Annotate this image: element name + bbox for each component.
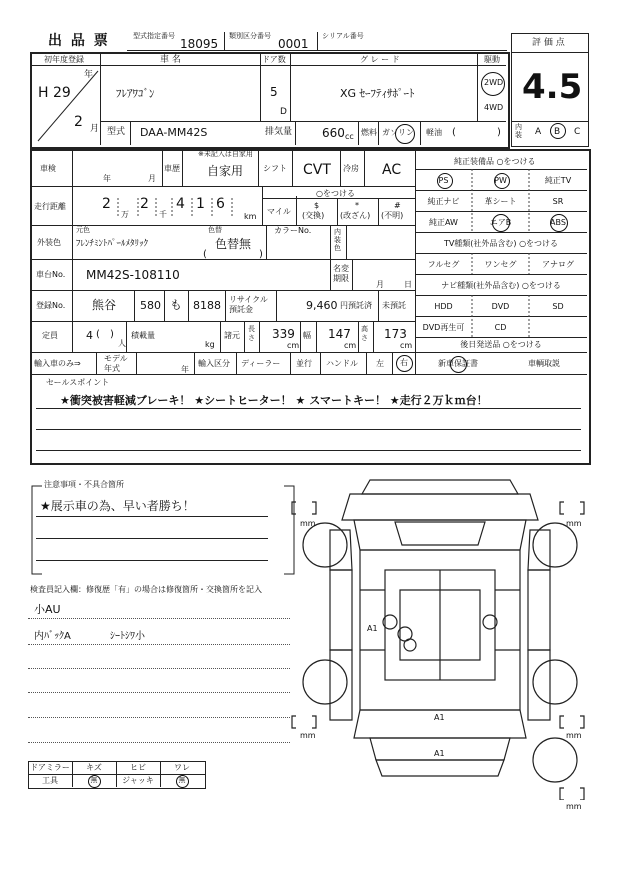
tv-title: TV種類(社外品含む) ○をつける	[443, 239, 559, 248]
reg-kana: も	[170, 298, 183, 312]
inspector-label: 検査員記入欄：修復歴「有」の場合は修復箇所・交換箇所を記入	[30, 585, 262, 594]
damage-a1-rear-lower: A1	[434, 749, 445, 758]
left-label: 左	[376, 359, 384, 368]
inspector-line2b: ｼｰﾄｼﾜ小	[110, 631, 145, 642]
mileage-digit-5: 6	[216, 196, 225, 212]
light-oil-label: 軽油	[426, 128, 442, 137]
mileage-digit-1: 2	[102, 196, 111, 212]
hash-label: #	[394, 201, 401, 210]
reg-city: 熊谷	[92, 298, 117, 312]
reg-class: 580	[140, 299, 161, 312]
paren-open: (	[452, 127, 456, 138]
nav-sd: SD	[552, 302, 564, 311]
notes-text: ★展示車の為、早い者勝ち！	[40, 499, 195, 513]
repaint-label: 色替	[208, 226, 222, 234]
cooling-label: 冷房	[343, 164, 359, 173]
mm-front-right: mm	[566, 519, 582, 528]
color-no-label: カラーNo.	[274, 226, 312, 235]
later-manual: 車輌取説	[528, 359, 560, 368]
later-title: 後日発送品 ○をつける	[460, 340, 542, 349]
width-cm: cm	[344, 341, 357, 350]
interior-label: 内装	[515, 123, 522, 139]
legend-break: ワレ	[174, 763, 190, 772]
dim-label: 諸元	[224, 331, 240, 340]
orig-color-label: 元色	[76, 226, 90, 234]
sales-text: ★衝突被害軽減ブレーキ！ ★シートヒーター！ ★ スマートキー！ ★走行２万ｋｍ台！	[60, 394, 488, 407]
car-name: ﾌﾚｱﾜｺﾞﾝ	[116, 87, 155, 100]
page-title: 出 品 票	[48, 33, 110, 49]
star-label: *	[355, 201, 359, 210]
later-warranty: 新車保証書	[438, 359, 478, 368]
equip-airbag: エアB	[489, 218, 512, 227]
mileage-label: 走行距離	[34, 202, 66, 211]
drive-label: 駆動	[484, 55, 500, 64]
month-unit: 月	[90, 124, 100, 134]
model: DAA-MM42S	[140, 126, 208, 139]
legend-tools: 工具	[42, 776, 58, 785]
paren-close: )	[497, 127, 501, 138]
import-type-label: 輸入区分	[198, 359, 230, 368]
mileage-digit-dividers	[92, 190, 257, 222]
width: 147	[328, 327, 351, 341]
mileage-digit-2: 2	[140, 196, 149, 212]
exchange-label: (交換)	[302, 211, 325, 220]
recycle-not: 未預託	[382, 301, 406, 310]
orig-color: ﾌﾚﾝﾁﾐﾝﾄﾊﾟｰﾙﾒﾀﾘｯｸ	[76, 239, 149, 249]
mm-rear-right: mm	[566, 731, 582, 740]
type-number-label: 型式指定番号	[133, 32, 175, 40]
score-value: 4.5	[522, 67, 583, 107]
length-label: 長さ	[248, 325, 255, 342]
displacement: 660	[322, 126, 345, 140]
exterior-label: 外装色	[37, 238, 61, 247]
mm-front-left: mm	[300, 519, 316, 528]
capacity: 4	[86, 329, 93, 342]
kg-unit: kg	[205, 340, 215, 349]
tv-analog: アナログ	[542, 260, 574, 269]
interior-color-label: 内装色	[334, 228, 341, 252]
width-label: 幅	[303, 331, 311, 340]
tv-fullseg: フルセグ	[427, 260, 460, 269]
equip-sr: SR	[552, 197, 564, 206]
equip-pw: PW	[494, 176, 507, 185]
inspection-month-unit: 月	[148, 174, 156, 183]
serial-label: シリアル番号	[322, 32, 364, 40]
equip-aw: 純正AW	[429, 218, 458, 227]
mm-spare: mm	[566, 802, 582, 811]
fuel-value: ガソリン	[382, 128, 414, 137]
handle-label: ハンドル	[326, 359, 358, 368]
right-label: 右	[400, 358, 408, 367]
recycle-suffix: 円預託済	[340, 301, 372, 310]
nav-hdd: HDD	[434, 302, 453, 311]
capacity-label: 定員	[42, 331, 58, 340]
km-unit: km	[244, 212, 257, 221]
notes-label: 注意事項・不具合箇所	[44, 480, 124, 489]
legend-jack-none: 無	[178, 776, 186, 784]
recycle: 9,460	[306, 299, 338, 312]
shift: CVT	[303, 162, 331, 178]
inspection-label: 車検	[40, 164, 56, 173]
equip-leather: 革シート	[484, 197, 517, 206]
nav-dvd-play: DVD再生可	[422, 323, 465, 332]
person-unit: 人	[118, 339, 126, 348]
name-change-month: 月	[376, 280, 384, 289]
man-unit: 万	[121, 210, 129, 219]
interior-c: C	[574, 127, 581, 137]
parallel-label: 並行	[296, 359, 312, 368]
legend-tools-none: 無	[90, 776, 98, 784]
equip-ps: PS	[438, 176, 449, 185]
tv-oneseg: ワンセグ	[484, 260, 517, 269]
damage-a1-rear-upper: A1	[434, 713, 445, 722]
interior-a: A	[535, 127, 542, 137]
drive-2wd: 2WD	[484, 78, 504, 87]
score-label: 評 価 点	[532, 38, 565, 48]
cooling: AC	[382, 162, 402, 178]
nav-dvd: DVD	[491, 302, 510, 311]
grade: XG ｾｰﾌﾃｨｻﾎﾟｰﾄ	[340, 87, 415, 100]
interior-b: B	[554, 127, 561, 137]
equip-navi: 純正ナビ	[427, 197, 460, 206]
first-reg-month: 2	[74, 114, 83, 130]
model-year-unit: 年	[181, 365, 189, 374]
doors-suffix: D	[280, 107, 287, 117]
length-cm: cm	[287, 341, 300, 350]
circle-note: ○をつける	[316, 189, 355, 198]
category-label: 類別区分番号	[229, 32, 271, 40]
nav-cd: CD	[494, 323, 507, 332]
load-label: 積載量	[131, 331, 155, 340]
history: 自家用	[207, 164, 244, 178]
height-cm: cm	[400, 341, 413, 350]
first-reg-year: H 29	[38, 85, 71, 101]
dealer-label: ディーラー	[241, 359, 281, 368]
history-note: ※未記入は自家用	[198, 150, 253, 158]
model-label: 型式	[107, 127, 126, 137]
damage-a1-side: A1	[367, 624, 378, 633]
category-number: 0001	[278, 37, 309, 51]
first-reg-label: 初年度登録	[44, 55, 84, 64]
import-label: 輸入車のみ⇒	[34, 359, 81, 368]
displacement-label: 排気量	[265, 127, 293, 137]
doors-label: ドア数	[262, 55, 286, 64]
doors: 5	[270, 85, 278, 99]
legend-mirror: ドアミラー	[30, 763, 70, 772]
legend-scratch: キズ	[86, 763, 102, 772]
name-change-label: 名変期限	[333, 264, 349, 283]
legend-crack: ヒビ	[130, 763, 146, 772]
unknown-label: (不明)	[381, 211, 404, 220]
mm-rear-left: mm	[300, 731, 316, 740]
name-change-day: 日	[404, 280, 412, 289]
mile-label: マイル	[267, 207, 291, 216]
year-unit: 年	[84, 70, 94, 80]
drive-4wd: 4WD	[484, 103, 504, 112]
recycle-label: リサイクル預託金	[229, 295, 268, 314]
notes-bracket	[28, 480, 298, 580]
sales-label: セールスポイント	[46, 378, 110, 387]
type-number: 18095	[180, 37, 219, 51]
sen-unit: 千	[159, 210, 167, 219]
tampered-label: (改ざん)	[340, 211, 371, 220]
height-label: 高さ	[361, 325, 368, 342]
inspector-line1: 小AU	[34, 603, 61, 616]
history-label: 車歴	[164, 164, 180, 173]
equip-tv: 純正TV	[544, 176, 572, 185]
shift-label: シフト	[263, 164, 287, 173]
car-name-label: 車 名	[160, 55, 181, 65]
legend-jack: ジャッキ	[122, 776, 154, 785]
equip-abs: ABS	[550, 218, 566, 227]
mileage-digit-3: 4	[176, 196, 185, 212]
repaint: 色替無	[215, 237, 252, 251]
cc-unit: cc	[345, 132, 354, 141]
equipment-title: 純正装備品 ○をつける	[454, 157, 536, 166]
fuel-label: 燃料	[361, 128, 377, 137]
height: 173	[384, 327, 407, 341]
nav-title: ナビ種類(社外品含む) ○をつける	[441, 281, 561, 290]
grade-label: グ レ ー ド	[360, 55, 400, 64]
model-year-label: モデル年式	[104, 354, 128, 373]
inspection-year-unit: 年	[103, 174, 111, 183]
chassis-label: 車台No.	[36, 270, 66, 279]
reg-label: 登録No.	[36, 301, 66, 310]
chassis: MM42S-108110	[86, 268, 180, 282]
inspector-line2a: 内ﾊﾞｯｸA	[34, 631, 71, 642]
dollar-label: $	[314, 201, 320, 210]
reg-num: 8188	[193, 299, 221, 312]
length: 339	[272, 327, 295, 341]
mileage-digit-4: 1	[196, 196, 205, 212]
